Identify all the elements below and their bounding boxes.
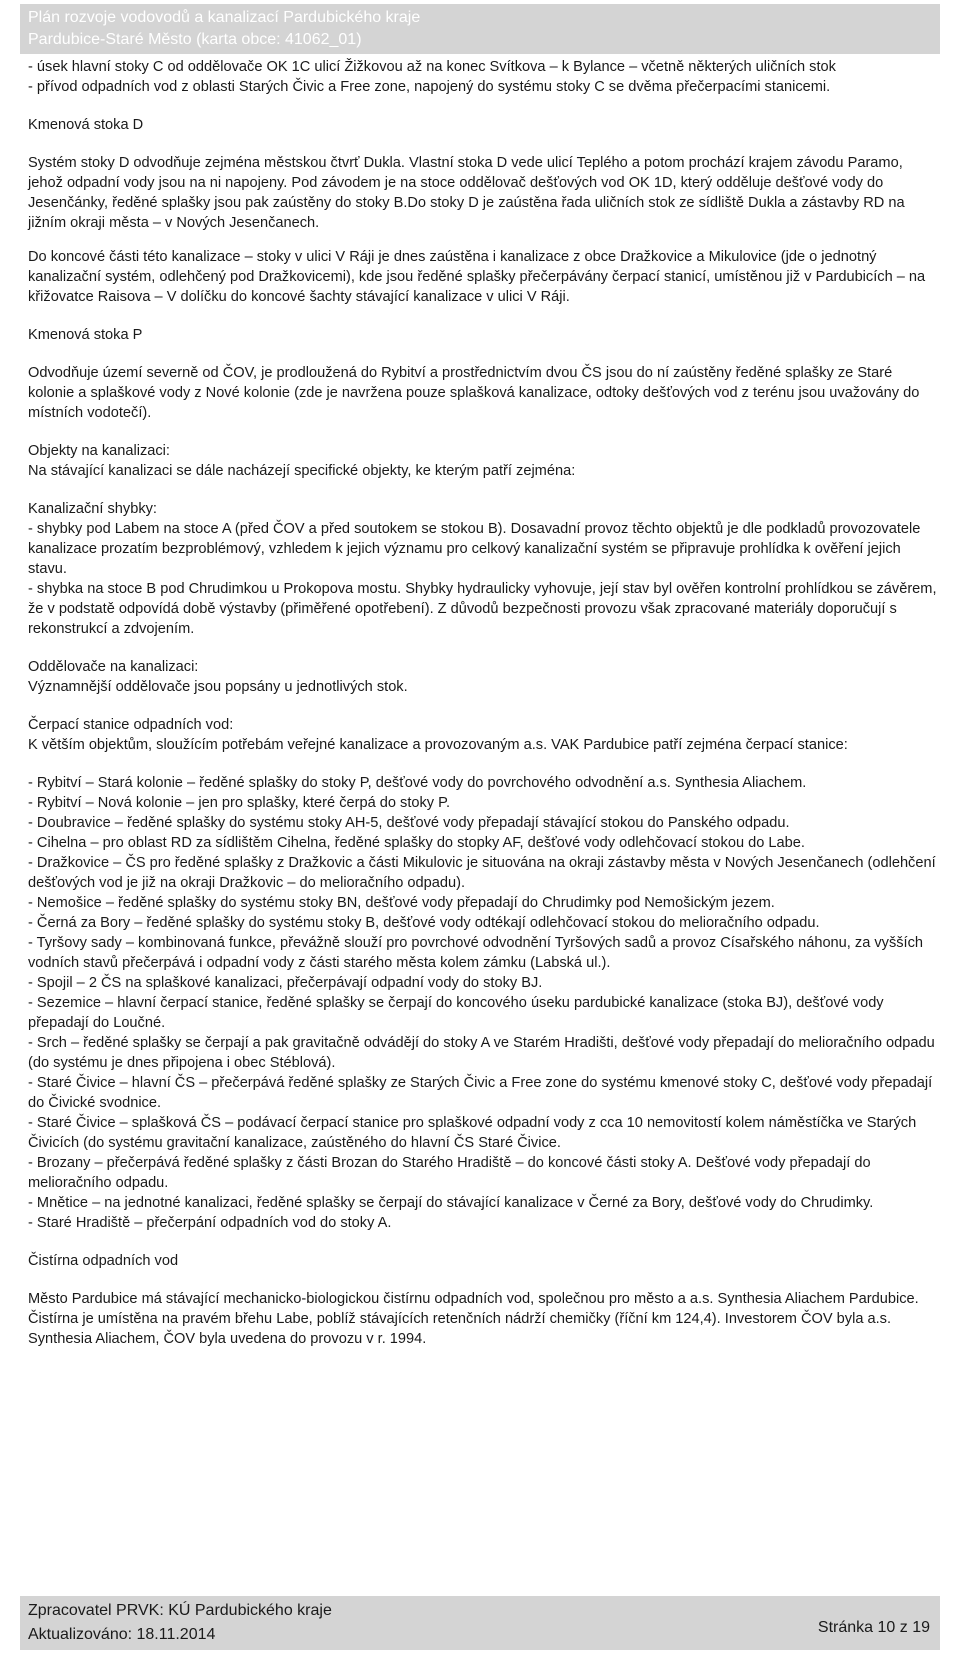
header-title: Plán rozvoje vodovodů a kanalizací Pardubického kraje [28, 9, 421, 26]
section-heading: Oddělovače na kanalizaci: [28, 659, 199, 675]
list-item: - Staré Čivice – splašková ČS – podávací čerpací stanice pro splaškové odpadní vody z cca 10 nemovitostí kolem náměstíčka ve Starých Čivicích (do systému gravitační kanalizace, zaústěného do hlavní ČS Staré Čivice. [28, 1115, 917, 1151]
list-item: - Staré Čivice – hlavní ČS – přečerpává ředěné splašky ze Starých Čivic a Free zone do systému kmenové stoky C, dešťové vody přepadají do Čivické svodnice. [28, 1075, 933, 1111]
list-item: - Sezemice – hlavní čerpací stanice, ředěné splašky se čerpají do koncového úseku pardubické kanalizace (stoka BJ), dešťové vody přepadají do Loučné. [28, 995, 884, 1031]
list-item: - Brozany – přečerpává ředěné splašky z části Brozan do Starého Hradiště – do koncové části stoky A. Dešťové vody přepadají do melioračního odpadu. [28, 1155, 871, 1191]
paragraph: Do koncové části této kanalizace – stoky v ulici V Ráji je dnes zaústěna i kanalizace z obce Dražkovice a Mikulovice (jde o jednotný kanalizační systém, odlehčený pod Dražkovicemi), kde jsou ředěné splašky přečerpávány čerpací stanicí, umístěnou již v Pardubicích – na křižovatce Raisova – V dolíčku do koncové šachty stávající kanalizace v ulici V Ráji. [28, 249, 926, 305]
paragraph: K větším objektům, sloužícím potřebám veřejné kanalizace a provozovaným a.s. VAK Pardubice patří zejména čerpací stanice: [28, 737, 848, 753]
section-heading: Čistírna odpadních vod [28, 1253, 179, 1269]
page-header [20, 4, 940, 54]
section-heading: Kanalizační shybky: [28, 501, 157, 517]
list-item: - Rybitví – Nová kolonie – jen pro splašky, které čerpá do stoky P. [28, 795, 451, 811]
page-footer [20, 1596, 940, 1650]
list-item: - Rybitví – Stará kolonie – ředěné splašky do stoky P, dešťové vody do povrchového odvodnění a.s. Synthesia Aliachem. [28, 775, 807, 791]
paragraph: Systém stoky D odvodňuje zejména městskou čtvrť Dukla. Vlastní stoka D vede ulicí Teplého a potom prochází krajem závodu Paramo, jehož odpadní vody jsou na ni napojeny. Pod závodem je na stoce oddělovač dešťových vod OK 1D, který odděluje dešťové vody do Jesenčánky, ředěné splašky jsou pak zaústěny do stoky B.Do stoky D je zaústěna řada uličních stok ze sídliště Dukla a zástavby RD na jižním okraji města – v Nových Jesenčanech. [28, 155, 905, 231]
document-body [28, 57, 940, 1349]
list-item: - Spojil – 2 ČS na splaškové kanalizaci, přečerpávají odpadní vody do stoky BJ. [28, 975, 543, 991]
section-heading: Objekty na kanalizaci: [28, 443, 170, 459]
list-item: - Staré Hradiště – přečerpání odpadních vod do stoky A. [28, 1215, 392, 1231]
paragraph: Významnější oddělovače jsou popsány u jednotlivých stok. [28, 679, 408, 695]
list-item: - Srch – ředěné splašky se čerpají a pak gravitačně odvádějí do stoky A ve Starém Hradišti, dešťové vody přepadají do melioračního odpadu (do systému je dnes připojena i obec Stéblová). [28, 1035, 935, 1071]
paragraph: Město Pardubice má stávající mechanicko-biologickou čistírnu odpadních vod, společnou pro město a a.s. Synthesia Aliachem Pardubice. Čistírna je umístěna na pravém břehu Labe, poblíž stávajících retenčních nádrží chemičky (říční km 124,4). Investorem ČOV byla a.s. Synthesia Aliachem, ČOV byla uvedena do provozu v r. 1994. [28, 1291, 919, 1347]
footer-author: Zpracovatel PRVK: KÚ Pardubického kraje [28, 1602, 332, 1619]
paragraph: - shybky pod Labem na stoce A (před ČOV a před soutokem se stokou B). Dosavadní provoz těchto objektů je dle podkladů provozovatele kanalizace prozatím bezproblémový, vzhledem k jejich významu pro celkový kanalizační systém se připravuje prohlídka k ověření jejich stavu. [28, 521, 921, 577]
section-heading: Čerpací stanice odpadních vod: [28, 717, 234, 733]
list-item: - Mnětice – na jednotné kanalizaci, ředěné splašky se čerpají do stávající kanalizace v Černé za Bory, dešťové vody do Chrudimky. [28, 1195, 874, 1211]
paragraph: Na stávající kanalizaci se dále nacházejí specifické objekty, ke kterým patří zejména: [28, 463, 576, 479]
list-item: - Nemošice – ředěné splašky do systému stoky BN, dešťové vody přepadají do Chrudimky pod Nemošickým jezem. [28, 895, 775, 911]
list-item: - Černá za Bory – ředěné splašky do systému stoky B, dešťové vody odtékají odlehčovací stokou do melioračního odpadu. [28, 915, 820, 931]
list-item: - Doubravice – ředěné splašky do systému stoky AH-5, dešťové vody přepadají stávající stokou do Panského odpadu. [28, 815, 790, 831]
section-heading: Kmenová stoka P [28, 327, 143, 343]
paragraph: - přívod odpadních vod z oblasti Starých Čivic a Free zone, napojený do systému stoky C se dvěma přečerpacími stanicemi. [28, 79, 831, 95]
paragraph: - úsek hlavní stoky C od oddělovače OK 1C ulicí Žižkovou až na konec Svítkova – k Bylance – včetně některých uličních stok [28, 59, 836, 75]
list-item: - Dražkovice – ČS pro ředěné splašky z Dražkovic a části Mikulovic je situována na okraji zástavby města v Nových Jesenčanech (odlehčení dešťových vod je již na okraji Dražkovic – do melioračního odpadu). [28, 855, 936, 891]
list-item: - Cihelna – pro oblast RD za sídlištěm Cihelna, ředěné splašky do stopky AF, dešťové vody odlehčovací stokou do Labe. [28, 835, 805, 851]
list-item: - Tyršovy sady – kombinovaná funkce, převážně slouží pro povrchové odvodnění Tyršových sadů a provoz Císařského náhonu, za vyšších vodních stavů přečerpává i odpadní vody z části starého města kolem zámku (Labská ul.). [28, 935, 924, 971]
section-heading: Kmenová stoka D [28, 117, 144, 133]
paragraph: - shybka na stoce B pod Chrudimkou u Prokopova mostu. Shybky hydraulicky vyhovuje, její stav byl ověřen kontrolní prohlídkou se závěrem, že v podstatě odpovídá době výstavby (přiměřené opotřebení). Z důvodů bezpečnosti provozu však zpracované materiály doporučují s rekonstrukcí a zdvojením. [28, 581, 937, 637]
footer-updated: Aktualizováno: 18.11.2014 [28, 1626, 216, 1643]
paragraph: Odvodňuje území severně od ČOV, je prodloužená do Rybitví a prostřednictvím dvou ČS jsou do ní zaústěny ředěné splašky ze Staré kolonie a splaškové vody z Nové kolonie (zde je navržena pouze splašková kanalizace, odtoky dešťových vod z terénu jsou uvažovány do místních vodotečí). [28, 365, 920, 421]
page-number: Stránka 10 z 19 [817, 1619, 930, 1636]
header-subtitle: Pardubice-Staré Město (karta obce: 41062_01) [28, 31, 362, 48]
